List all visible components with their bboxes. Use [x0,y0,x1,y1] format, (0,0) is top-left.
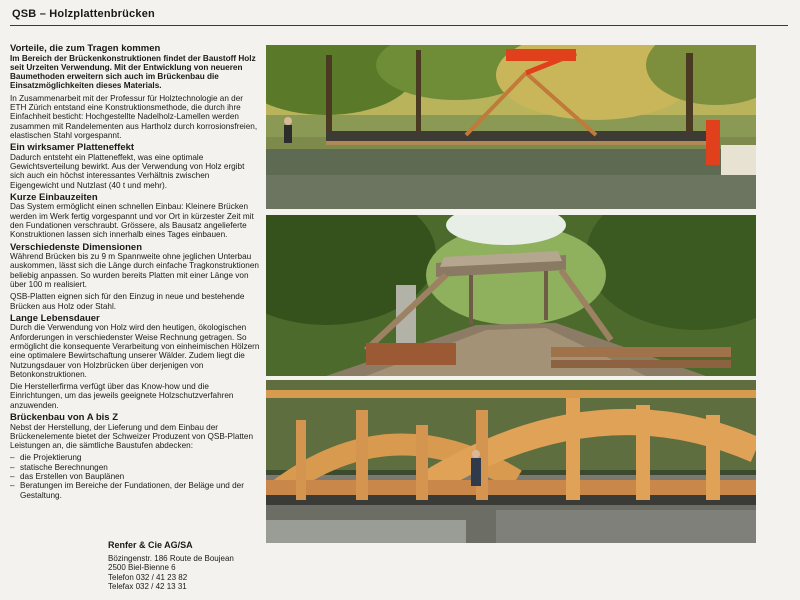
section-heading: Vorteile, die zum Tragen kommen [10,43,161,54]
section-paragraph: In Zusammenarbeit mit der Professur für Holztechnologie an der ETH Zürich entstand eine Konstruktionsmethode, die durch ihre Einfachheit besticht: Hochgestellte Nadelholz-Lamellen werden zusammen mit Randelementen aus Hartholz durch korrosionsfreien, elastischen Stahl vorgespannt. [10,93,258,140]
section-brueckenbau [10,413,260,500]
company-address: Bözingenstr. 186 Route de Boujean [108,553,234,563]
photo-bridge-installation [266,45,756,209]
list-item: – das Erstellen von Bauplänen [10,472,260,481]
section-paragraph: QSB-Platten eignen sich für den Einzug in neue und bestehende Brücken aus Holz oder Stahl. [10,292,245,311]
section-einbauzeiten [10,193,260,240]
section-paragraph: Das System ermöglicht einen schnellen Einbau: Kleinere Brücken werden im Werk fertig vorgespannt und vor Ort in kürzester Zeit mit den Fundationen verschraubt. Grössere, als Bausatz angelieferte Konstruktionen lassen sich innerhalb eines Tages einbauen. [10,202,254,240]
section-heading: Ein wirksamer Platteneffekt [10,142,135,154]
list-item: – Beratungen im Bereiche der Fundationen, der Beläge und der Gestaltung. [10,481,260,500]
section-heading: Verschiedenste Dimensionen [10,241,142,253]
section-paragraph: Während Brücken bis zu 9 m Spannweite ohne jeglichen Unterbau auskommen, lässt sich die Länge durch einfache Tragkonstruktionen beliebig anpassen. So wurden bereits Platten mit einer Länge von über 100 m realisiert. [10,252,259,289]
section-platteneffekt [10,143,260,190]
photo-arched-bridge [266,380,756,543]
section-paragraph: Nebst der Herstellung, der Lieferung und dem Einbau der Brückenelemente bietet der Schweizer Produzent von QSB-Platten Leistungen an, die sämtliche Baustufen abdecken: [10,422,254,451]
article-text-column [10,44,260,502]
section-dimensionen [10,243,260,311]
section-paragraph: Dadurch entsteht ein Platteneffekt, was eine optimale Gewichtsverteilung bewirkt. Aus der Verwendung von Holz ergibt sich auch ein höchst interessantes Verhältnis zwischen Eigengewicht und Nutzlast (40 t und mehr). [10,152,245,190]
section-paragraph: Im Bereich der Brückenkonstruktionen findet der Baustoff Holz seit Urzeiten Verwendung. Mit der Entwicklung von neueren Baumethoden erweitern sich auch im Brückenbau die Einsatzmöglichkeiten dieses Materials. [10,53,256,91]
section-vorteile [10,44,260,140]
section-paragraph: Durch die Verwendung von Holz wird den heutigen, ökologischen Anforderungen in verschiedenster Weise Rechnung getragen. So ermöglicht die konsequente Verarbeitung von einheimischen Hölzern eine optimalere Bewirtschaftung unserer Wälder. Zudem liegt die Nutzungsdauer von Holzbrücken über derjenigen von Betonkonstruktionen. [10,323,260,379]
company-phone: Telefon 032 / 41 23 82 [108,572,188,582]
list-item: – statische Berechnungen [10,463,260,472]
section-heading: Brückenbau von A bis Z [10,412,119,423]
section-heading: Kurze Einbauzeiten [10,191,98,203]
list-item: – die Projektierung [10,453,260,462]
services-list [10,453,260,499]
header-divider [10,25,788,26]
page-title: QSB – Holzplattenbrücken [12,8,155,20]
section-heading: Lange Lebensdauer [10,312,100,324]
section-paragraph: Die Herstellerfirma verfügt über das Know-how und die Einrichtungen, um das jeweils geeignete Holzschutzverfahren anzuwenden. [10,382,234,410]
section-lebensdauer [10,314,260,410]
company-contact [108,541,234,592]
company-fax: Telefax 032 / 42 13 31 [108,582,187,592]
company-city: 2500 Biel-Bienne 6 [108,563,176,573]
photo-covered-bridge [266,215,756,376]
company-name: Renfer & Cie AG/SA [108,540,193,550]
